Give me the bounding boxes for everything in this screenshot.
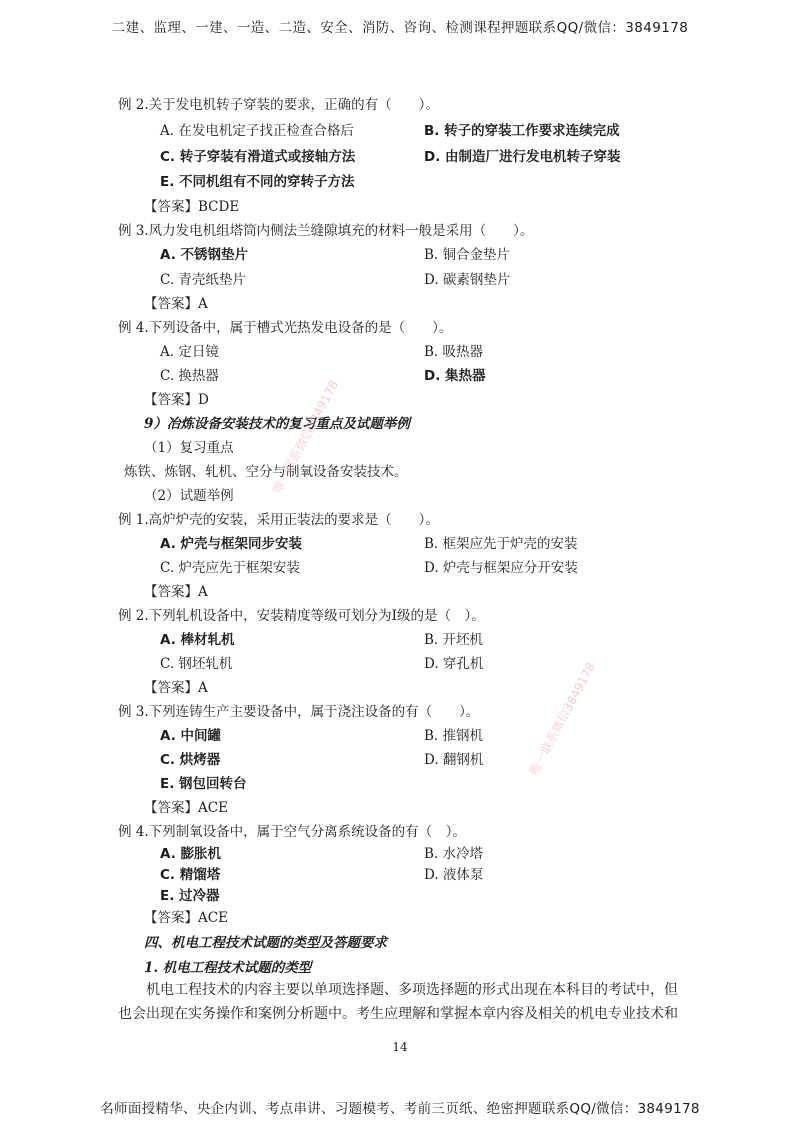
option-text: D. 液体泵	[424, 867, 484, 883]
question-text: 例 3.下列连铸生产主要设备中，属于浇注设备的有（ ）。	[118, 704, 480, 720]
option-text: C. 炉壳应先于框架安装	[160, 560, 300, 576]
option-text: D. 穿孔机	[424, 656, 484, 672]
answer-text: 【答案】A	[144, 680, 208, 696]
body-text: 炼铁、炼钢、轧机、空分与制氧设备安装技术。	[124, 464, 408, 480]
option-text: A. 中间罐	[160, 728, 222, 744]
option-text: B. 开坯机	[424, 632, 484, 648]
option-text: A. 定日镜	[160, 344, 219, 360]
section-heading: 9）冶炼设备安装技术的复习重点及试题举例	[144, 416, 410, 432]
option-text: C. 换热器	[160, 368, 219, 384]
option-text: B. 框架应先于炉壳的安装	[424, 536, 578, 552]
answer-text: 【答案】D	[144, 392, 209, 408]
option-text: D. 翻钢机	[424, 752, 484, 768]
option-text: A. 膨胀机	[160, 846, 222, 862]
answer-text: 【答案】A	[144, 296, 208, 312]
option-text: A. 不锈钢垫片	[160, 247, 249, 263]
question-text: 例 2.下列轧机设备中，安装精度等级可划分为Ⅰ级的是（ ）。	[118, 608, 485, 624]
answer-text: 【答案】BCDE	[144, 199, 240, 215]
option-text: A. 棒材轧机	[160, 632, 235, 648]
option-text: B. 水冷塔	[424, 846, 484, 862]
option-text: E. 钢包回转台	[160, 776, 247, 792]
option-text: B. 推钢机	[424, 728, 484, 744]
option-text: B. 铜合金垫片	[424, 247, 511, 263]
option-text: C. 转子穿装有滑道式或接轴方法	[160, 149, 356, 165]
option-text: A. 在发电机定子找正检查合格后	[160, 123, 354, 139]
option-text: C. 烘烤器	[160, 752, 221, 768]
option-text: D. 集热器	[424, 368, 486, 384]
watermark: 唯一联系微信3849178	[269, 378, 342, 496]
sub-heading: （2）试题举例	[144, 488, 234, 504]
option-text: A. 炉壳与框架同步安装	[160, 536, 303, 552]
question-text: 例 3.风力发电机组塔筒内侧法兰缝隙填充的材料一般是采用（ ）。	[118, 223, 534, 239]
question-text: 例 1.高炉炉壳的安装，采用正装法的要求是（ ）。	[118, 512, 439, 528]
answer-text: 【答案】ACE	[144, 800, 228, 816]
option-text: B. 转子的穿装工作要求连续完成	[424, 123, 620, 139]
option-text: D. 炉壳与框架应分开安装	[424, 560, 578, 576]
page-header: 二建、监理、一建、一造、二造、安全、消防、咨询、检测课程押题联系QQ/微信：3849178	[111, 20, 689, 36]
option-text: C. 精馏塔	[160, 867, 221, 883]
question-text: 例 2.关于发电机转子穿装的要求，正确的有（ ）。	[118, 97, 439, 113]
option-text: C. 青壳纸垫片	[160, 272, 246, 288]
option-text: E. 过冷器	[160, 888, 220, 904]
option-text: C. 钢坯轧机	[160, 656, 233, 672]
sub-heading: 1. 机电工程技术试题的类型	[144, 960, 312, 976]
answer-text: 【答案】A	[144, 584, 208, 600]
question-text: 例 4.下列制氧设备中，属于空气分离系统设备的有（ ）。	[118, 824, 466, 840]
body-paragraph: 机电工程技术的内容主要以单项选择题、多项选择题的形式出现在本科目的考试中，但也会出现在实务操作和案例分析题中。考生应理解和掌握本章内容及相关的机电专业技术和	[118, 982, 678, 1022]
question-text: 例 4.下列设备中，属于槽式光热发电设备的是（ ）。	[118, 320, 453, 336]
page-footer: 名师面授精华、央企内训、考点串讲、习题模考、考前三页纸、绝密押题联系QQ/微信：3849178	[100, 1101, 700, 1117]
section-heading: 四、机电工程技术试题的类型及答题要求	[144, 935, 387, 951]
watermark: 唯一联系微信3849178	[526, 660, 599, 778]
page-number: 14	[392, 1040, 408, 1054]
option-text: D. 由制造厂进行发电机转子穿装	[424, 149, 621, 165]
option-text: D. 碳素钢垫片	[424, 272, 511, 288]
answer-text: 【答案】ACE	[144, 910, 228, 926]
sub-heading: （1）复习重点	[144, 440, 234, 456]
option-text: B. 吸热器	[424, 344, 484, 360]
option-text: E. 不同机组有不同的穿转子方法	[160, 174, 355, 190]
